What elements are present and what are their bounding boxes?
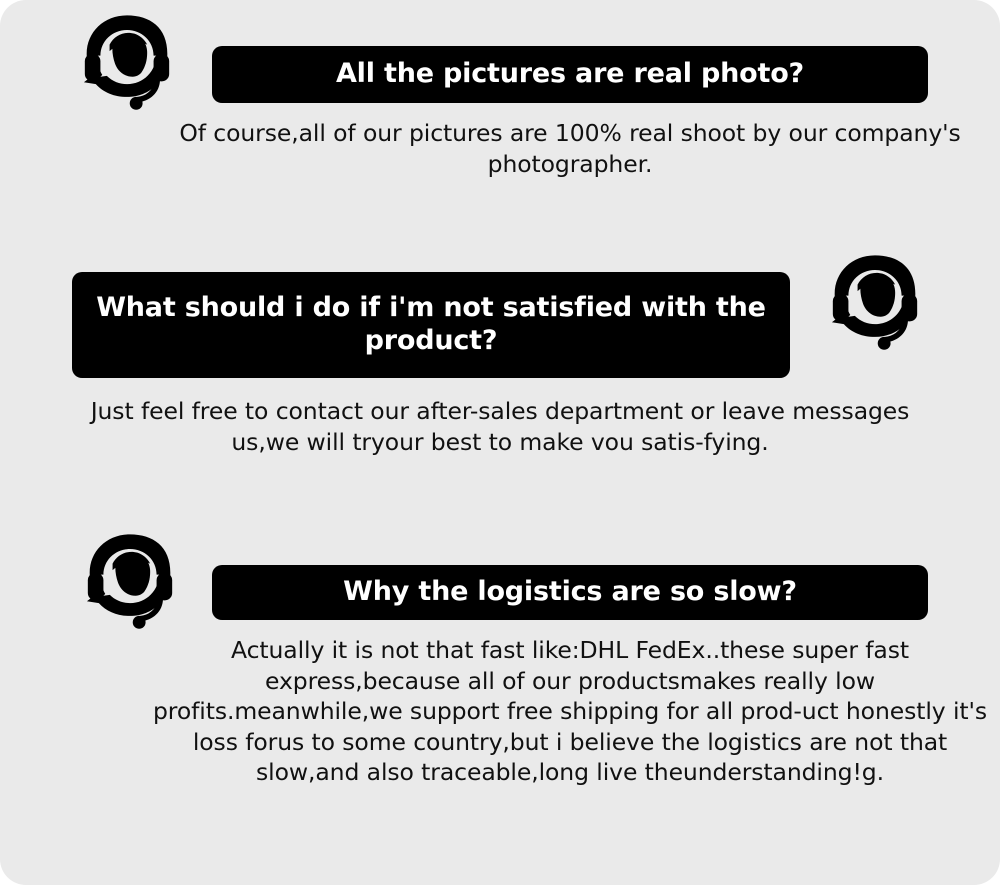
customer-service-headset-icon xyxy=(75,527,185,637)
faq-3-question-bar xyxy=(212,565,928,620)
faq-1-question-bar xyxy=(212,46,928,103)
customer-service-headset-icon xyxy=(72,8,182,118)
faq-3-answer: Actually it is not that fast like:DHL FedEx..these super fast express,because all of our productsmakes really low profits.meanwhile,we support free shipping for all prod-uct honestly it's loss forus to some country,but i believe the logistics are not that slow,and also traceable,long live theunderstanding!g. xyxy=(152,636,988,787)
faq-2-answer: Just feel free to contact our after-sales department or leave messages us,we will tryour best to make vou satis-fying. xyxy=(90,397,910,456)
faq-item-1 xyxy=(0,0,1000,178)
faq-1-question-text: All the pictures are real photo? xyxy=(335,58,805,90)
faq-1-header-row xyxy=(0,0,1000,118)
faq-3-question-text: Why the logistics are so slow? xyxy=(343,576,797,608)
faq-2-question-bar xyxy=(72,272,790,378)
faq-2-question-text: What should i do if i'm not satisfied with the product? xyxy=(96,292,766,356)
customer-service-headset-icon xyxy=(820,248,930,358)
faq-1-answer: Of course,all of our pictures are 100% real shoot by our company's photographer. xyxy=(179,119,961,178)
